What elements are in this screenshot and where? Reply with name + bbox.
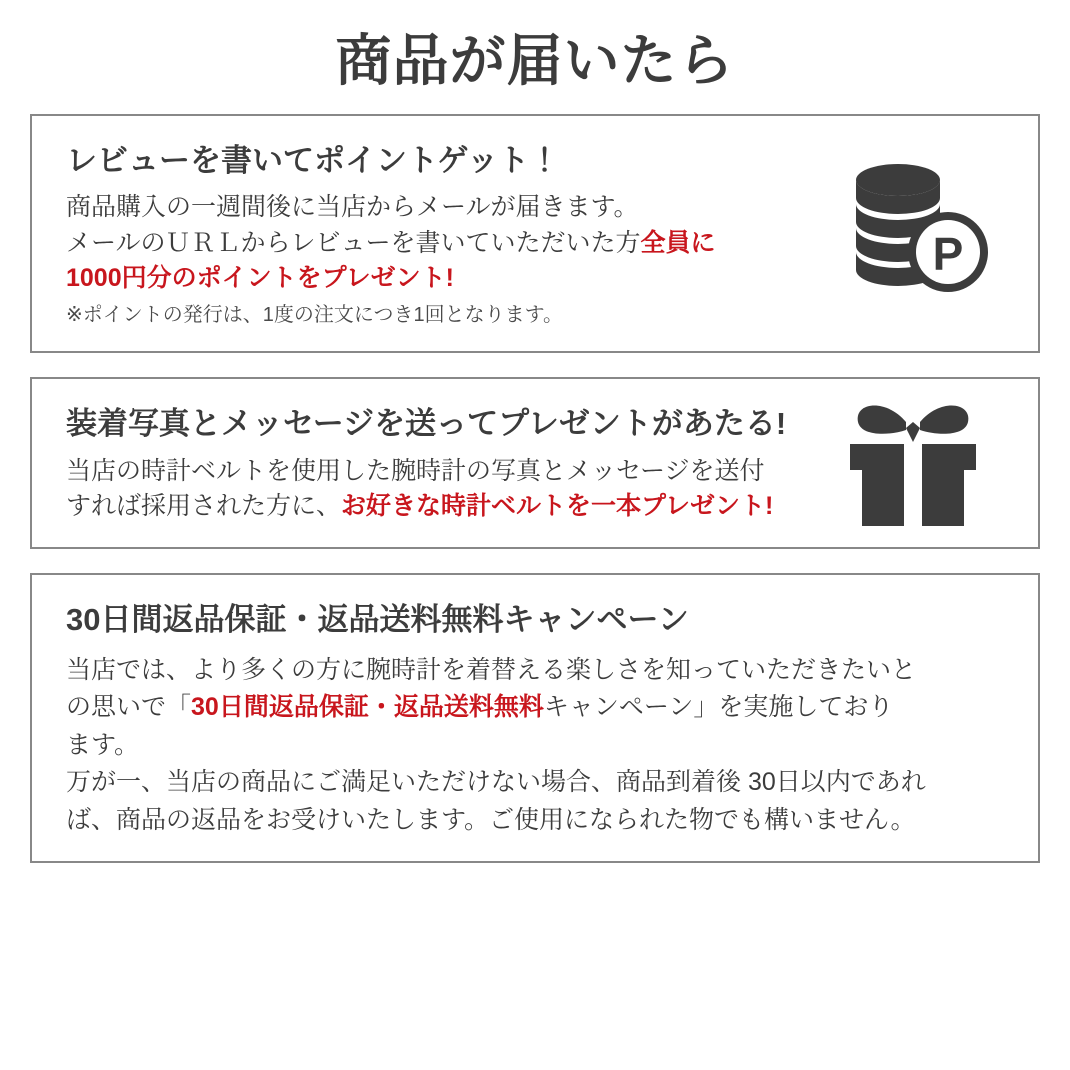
photo-message-card: [30, 377, 1040, 549]
gift-box-icon: [828, 378, 998, 548]
return-guarantee-body: [66, 601, 1004, 839]
return-guarantee-line-4: 万が一、当店の商品にご満足いただけない場合、商品到着後 30日以内であれ: [66, 768, 926, 797]
photo-message-body: [66, 405, 856, 525]
return-guarantee-line-5: ば、商品の返品をお受けいたします。ご使用になられた物でも構いません。: [66, 805, 916, 834]
photo-message-heading: 装着写真とメッセージを送ってプレゼントがあたる!: [66, 406, 787, 442]
review-points-line-1: 商品購入の一週間後に当店からメールが届きます。: [66, 193, 639, 222]
return-guarantee-line-1: 当店では、より多くの方に腕時計を着替える楽しさを知っていただきたいと: [66, 655, 917, 684]
return-guarantee-line-2: [66, 689, 1004, 727]
review-points-note: ※ポイントの発行は、1度の注文につき1回となります。: [66, 303, 564, 326]
page-title: 商品が届いたら: [335, 29, 735, 92]
return-guarantee-line-3: ます。: [66, 730, 140, 759]
return-guarantee-card: [30, 573, 1040, 863]
svg-text:P: P: [932, 228, 964, 281]
review-points-heading: レビューを書いてポイントゲット！: [66, 142, 561, 178]
return-guarantee-line-2-suffix: キャンペーン」を実施しており: [543, 693, 894, 722]
return-guarantee-line-2-prefix: の思いで「: [66, 693, 192, 722]
photo-message-line-2-text: すれば採用された方に、: [66, 492, 342, 521]
photo-message-line-1: 当店の時計ベルトを使用した腕時計の写真とメッセージを送付: [66, 456, 765, 485]
review-points-body: [66, 142, 856, 330]
review-points-line-2-text: メールのＵＲＬからレビューを書いていただいた方: [66, 228, 641, 257]
photo-message-line-2-highlight: お好きな時計ベルトを一本プレゼント!: [341, 492, 774, 521]
review-points-line-2-highlight: 全員に: [640, 228, 716, 257]
return-guarantee-heading: 30日間返品保証・返品送料無料キャンペーン: [66, 601, 689, 637]
return-guarantee-line-2-highlight: 30日間返品保証・返品送料無料: [191, 693, 544, 722]
review-points-card: [30, 114, 1040, 354]
review-points-line-2: [66, 226, 856, 262]
coins-point-icon: [828, 148, 998, 318]
review-points-line-3: 1000円分のポイントをプレゼント!: [66, 264, 454, 293]
photo-message-line-2: [66, 489, 856, 525]
